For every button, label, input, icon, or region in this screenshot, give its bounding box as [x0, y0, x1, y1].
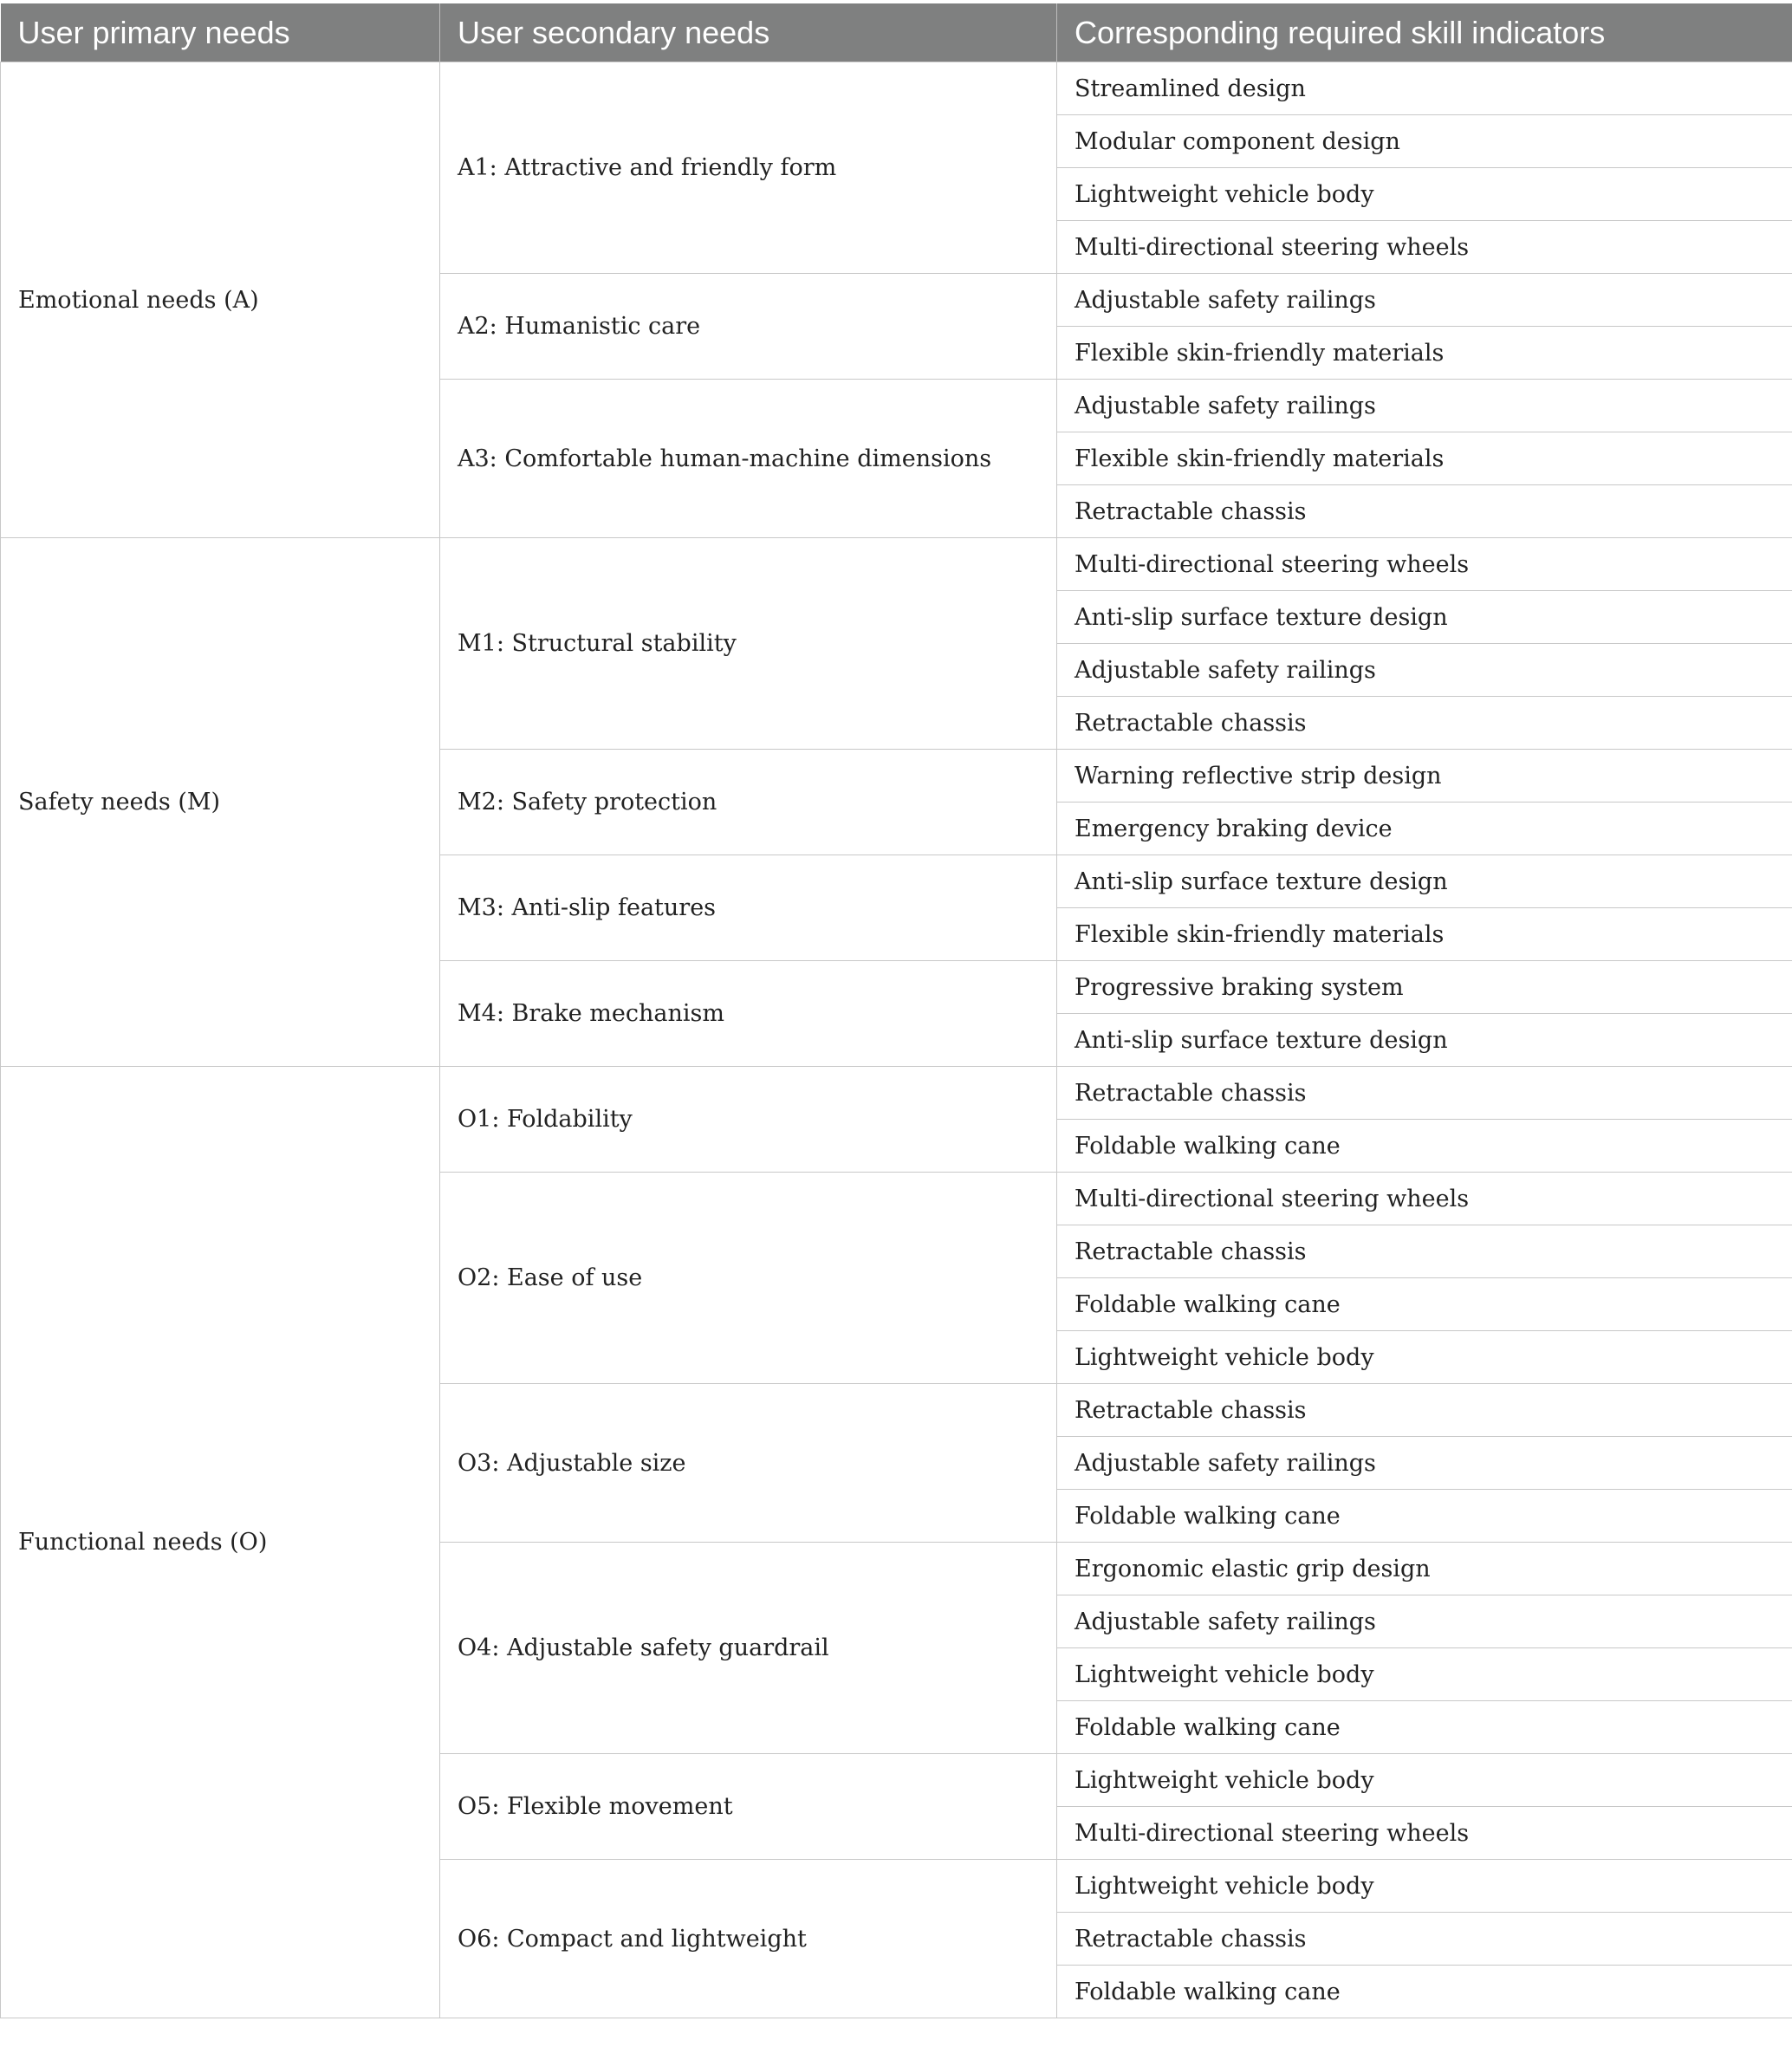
- table-row: [1, 538, 1792, 591]
- skill-indicator-cell: Retractable chassis: [1057, 485, 1792, 538]
- skill-indicator-cell: Adjustable safety railings: [1057, 1437, 1792, 1490]
- secondary-need-cell: A2: Humanistic care: [440, 274, 1057, 380]
- skill-indicator-cell: Streamlined design: [1057, 62, 1792, 115]
- skill-indicator-cell: Foldable walking cane: [1057, 1701, 1792, 1754]
- skill-indicator-cell: Lightweight vehicle body: [1057, 1754, 1792, 1807]
- skill-indicator-cell: Foldable walking cane: [1057, 1120, 1792, 1173]
- secondary-need-cell: O2: Ease of use: [440, 1173, 1057, 1384]
- skill-indicator-cell: Ergonomic elastic grip design: [1057, 1543, 1792, 1595]
- needs-skills-table: [0, 3, 1792, 2018]
- skill-indicator-cell: Warning reflective strip design: [1057, 750, 1792, 803]
- secondary-need-cell: M2: Safety protection: [440, 750, 1057, 855]
- skill-indicator-cell: Anti-slip surface texture design: [1057, 1014, 1792, 1067]
- skill-indicator-cell: Lightweight vehicle body: [1057, 1331, 1792, 1384]
- table-row: [1, 62, 1792, 115]
- skill-indicator-cell: Multi-directional steering wheels: [1057, 1807, 1792, 1860]
- secondary-need-cell: A3: Comfortable human-machine dimensions: [440, 380, 1057, 538]
- skill-indicator-cell: Adjustable safety railings: [1057, 644, 1792, 697]
- skill-indicator-cell: Lightweight vehicle body: [1057, 1648, 1792, 1701]
- table-body: [1, 62, 1792, 2018]
- skill-indicator-cell: Anti-slip surface texture design: [1057, 855, 1792, 908]
- skill-indicator-cell: Lightweight vehicle body: [1057, 1860, 1792, 1913]
- secondary-need-cell: A1: Attractive and friendly form: [440, 62, 1057, 274]
- skill-indicator-cell: Flexible skin-friendly materials: [1057, 432, 1792, 485]
- skill-indicator-cell: Foldable walking cane: [1057, 1278, 1792, 1331]
- header-primary-needs: User primary needs: [1, 3, 440, 62]
- skill-indicator-cell: Flexible skin-friendly materials: [1057, 908, 1792, 961]
- skill-indicator-cell: Lightweight vehicle body: [1057, 168, 1792, 221]
- skill-indicator-cell: Retractable chassis: [1057, 1225, 1792, 1278]
- skill-indicator-cell: Adjustable safety railings: [1057, 380, 1792, 432]
- primary-need-cell: Safety needs (M): [1, 538, 440, 1067]
- skill-indicator-cell: Progressive braking system: [1057, 961, 1792, 1014]
- skill-indicator-cell: Adjustable safety railings: [1057, 1595, 1792, 1648]
- skill-indicator-cell: Emergency braking device: [1057, 803, 1792, 855]
- secondary-need-cell: O1: Foldability: [440, 1067, 1057, 1173]
- secondary-need-cell: M4: Brake mechanism: [440, 961, 1057, 1067]
- skill-indicator-cell: Anti-slip surface texture design: [1057, 591, 1792, 644]
- primary-need-cell: Functional needs (O): [1, 1067, 440, 2018]
- skill-indicator-cell: Retractable chassis: [1057, 1384, 1792, 1437]
- skill-indicator-cell: Retractable chassis: [1057, 1067, 1792, 1120]
- skill-indicator-cell: Flexible skin-friendly materials: [1057, 327, 1792, 380]
- skill-indicator-cell: Multi-directional steering wheels: [1057, 538, 1792, 591]
- skill-indicator-cell: Modular component design: [1057, 115, 1792, 168]
- table-header: [1, 3, 1792, 62]
- table-row: [1, 1067, 1792, 1120]
- secondary-need-cell: O6: Compact and lightweight: [440, 1860, 1057, 2018]
- secondary-need-cell: O3: Adjustable size: [440, 1384, 1057, 1543]
- skill-indicator-cell: Foldable walking cane: [1057, 1966, 1792, 2018]
- primary-need-cell: Emotional needs (A): [1, 62, 440, 538]
- skill-indicator-cell: Foldable walking cane: [1057, 1490, 1792, 1543]
- skill-indicator-cell: Adjustable safety railings: [1057, 274, 1792, 327]
- skill-indicator-cell: Retractable chassis: [1057, 697, 1792, 750]
- header-secondary-needs: User secondary needs: [440, 3, 1057, 62]
- skill-indicator-cell: Multi-directional steering wheels: [1057, 1173, 1792, 1225]
- secondary-need-cell: M1: Structural stability: [440, 538, 1057, 750]
- secondary-need-cell: O5: Flexible movement: [440, 1754, 1057, 1860]
- secondary-need-cell: M3: Anti-slip features: [440, 855, 1057, 961]
- secondary-need-cell: O4: Adjustable safety guardrail: [440, 1543, 1057, 1754]
- skill-indicator-cell: Retractable chassis: [1057, 1913, 1792, 1966]
- header-skill-indicators: Corresponding required skill indicators: [1057, 3, 1792, 62]
- header-row: [1, 3, 1792, 62]
- skill-indicator-cell: Multi-directional steering wheels: [1057, 221, 1792, 274]
